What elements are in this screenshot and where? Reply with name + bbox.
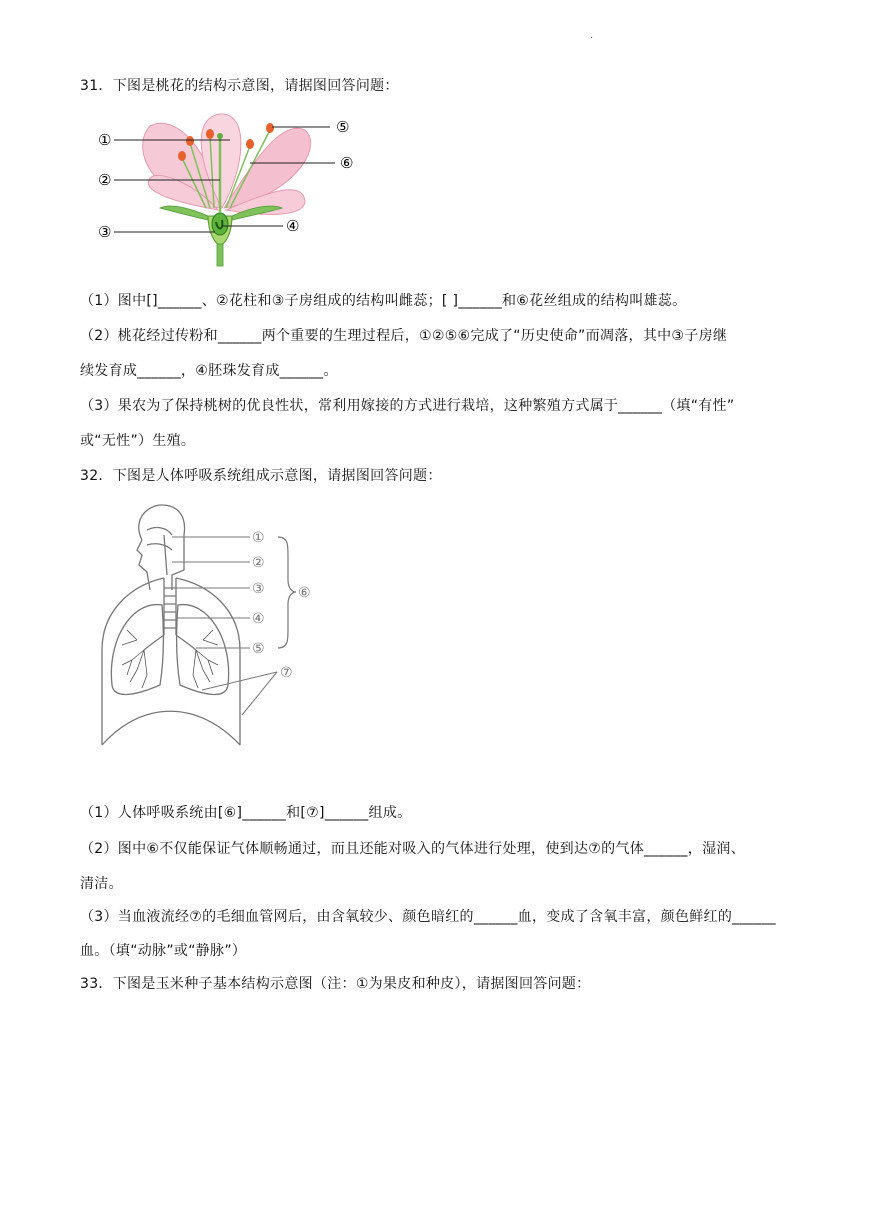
header-dot: . bbox=[590, 30, 594, 41]
question-31-part-3: （3）果农为了保持桃树的优良性状，常利用嫁接的方式进行栽培，这种繁殖方式属于______（填“有性” bbox=[80, 398, 735, 414]
lung-label-1: ① bbox=[252, 530, 265, 546]
lung-label-2: ② bbox=[252, 555, 265, 571]
question-31-part-2: （2）桃花经过传粉和______两个重要的生理过程后，①②⑤⑥完成了“历史使命”而凋落，其中③子房继 bbox=[80, 328, 728, 344]
question-31-part-3-cont: 或“无性”）生殖。 bbox=[80, 433, 196, 449]
lung-label-6: ⑥ bbox=[298, 585, 311, 601]
lung-label-3: ③ bbox=[252, 581, 265, 597]
flower-label-2: ② bbox=[98, 171, 112, 189]
question-31-part-2-cont: 续发育成______，④胚珠发育成______。 bbox=[80, 363, 338, 379]
flower-label-5: ⑤ bbox=[336, 118, 350, 136]
question-32-part-3: （3）当血液流经⑦的毛细血管网后，由含氧较少、颜色暗红的______血，变成了含氧丰富，颜色鲜红的______ bbox=[80, 909, 776, 925]
flower-label-4: ④ bbox=[286, 217, 300, 235]
peach-flower-diagram bbox=[90, 108, 370, 273]
question-32-part-2-cont: 清洁。 bbox=[80, 876, 123, 892]
question-32-part-1: （1）人体呼吸系统由[⑥]______和[⑦]______组成。 bbox=[80, 805, 412, 821]
question-33-title: 33．下图是玉米种子基本结构示意图（注：①为果皮和种皮），请据图回答问题： bbox=[80, 976, 591, 992]
flower-label-1: ① bbox=[98, 131, 112, 149]
flower-label-3: ③ bbox=[98, 223, 112, 241]
question-32-part-2: （2）图中⑥不仅能保证气体顺畅通过，而且还能对吸入的气体进行处理，使到达⑦的气体______，湿润、 bbox=[80, 841, 746, 857]
question-32-title: 32．下图是人体呼吸系统组成示意图，请据图回答问题： bbox=[80, 468, 442, 484]
question-31-part-1: （1）图中[]______、②花柱和③子房组成的结构叫雌蕊；[ ]______和⑥花丝组成的结构叫雄蕊。 bbox=[80, 293, 687, 309]
flower-label-6: ⑥ bbox=[340, 154, 354, 172]
lung-label-7: ⑦ bbox=[280, 665, 293, 681]
question-32-part-3-cont: 血。（填“动脉”或“静脉”） bbox=[80, 943, 247, 959]
question-31-title: 31．下图是桃花的结构示意图，请据图回答问题： bbox=[80, 78, 399, 94]
lung-label-5: ⑤ bbox=[252, 641, 265, 657]
respiratory-system-diagram bbox=[92, 500, 322, 755]
lung-label-4: ④ bbox=[252, 611, 265, 627]
